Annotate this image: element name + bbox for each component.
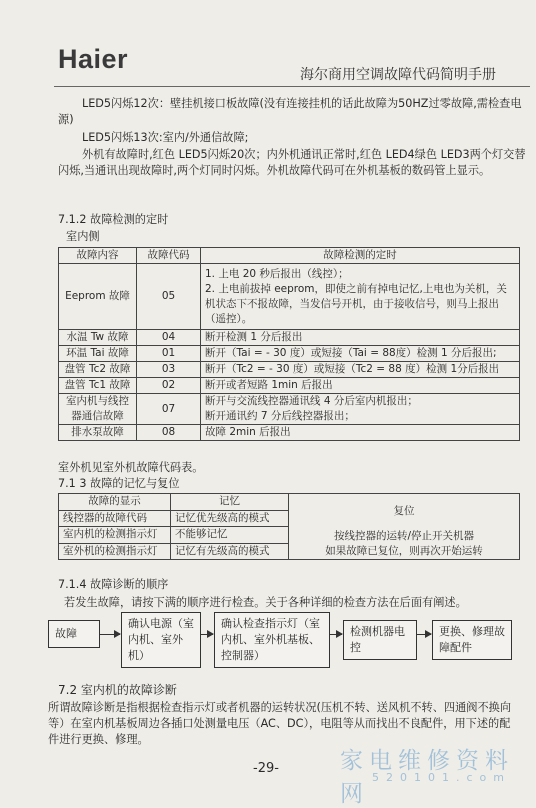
table-row — [59, 346, 520, 362]
flow-step-indicator: 确认检查指示灯（室内机、室外机基板、控制器） — [214, 612, 330, 668]
intro-paragraph-1: LED5闪烁12次：壁挂机接口板故障(没有连接挂机的话此故障为50HZ过零故障,需检查电源) — [58, 97, 522, 126]
section-712-subtitle: 室内侧 — [66, 230, 100, 243]
fault-timing — [201, 264, 520, 330]
fault-display: 线控器的故障代码 — [59, 510, 171, 527]
fault-timing: 断开或者短路 1min 后报出 — [201, 378, 520, 394]
fault-timing: 断开（Tai = - 30 度）或短接（Tai = 88度）检测 1 分后报出; — [201, 346, 520, 362]
fault-memory: 记忆有先级高的模式 — [171, 543, 289, 560]
section-72-desc: 所谓故障诊断是指根据检查指示灯或者机器的运转状况(压机不转、送风机不转、四通阀不换向等）在室内机基板周边各插口处测量电压（AC、DC），电阻等从而找出不良配件，用下述的配件进行更换、修理。 — [48, 701, 512, 746]
column-header: 故障的显示 — [59, 494, 171, 511]
table-row — [59, 394, 520, 425]
flow-step-control: 检测机器电控 — [343, 620, 417, 660]
timing-line: 断开通讯约 7 分后线控器报出； — [205, 410, 355, 422]
section-712-title: 7.1.2 故障检测的定时 — [58, 213, 169, 226]
table-row — [59, 362, 520, 378]
fault-code: 07 — [137, 394, 201, 425]
column-header: 故障代码 — [137, 248, 201, 264]
fault-timing: 断开检测 1 分后报出 — [201, 330, 520, 346]
column-header: 复位 — [393, 505, 415, 517]
fault-code: 03 — [137, 362, 201, 378]
reset-instruction: 如果故障已复位，则再次开始运转 — [325, 545, 483, 557]
timing-line: 1. 上电 20 秒后报出（线控）； — [205, 267, 349, 280]
reset-column — [289, 494, 520, 560]
table-row — [59, 330, 520, 346]
fault-memory: 记忆优先级高的模式 — [171, 510, 289, 527]
flow-step-repair: 更换、修理故障配件 — [432, 620, 512, 660]
table-row — [59, 425, 520, 441]
fault-content: 水温 Tw 故障 — [59, 330, 137, 346]
section-72-title: 7.2 室内机的故障诊断 — [58, 683, 177, 697]
column-header: 故障内容 — [59, 248, 137, 264]
column-header: 故障检测的定时 — [201, 248, 520, 264]
fault-code: 02 — [137, 378, 201, 394]
fault-content: 环温 Tai 故障 — [59, 346, 137, 362]
table-header-row — [59, 494, 520, 511]
section-714-title: 7.1.4 故障诊断的顺序 — [58, 578, 169, 591]
fault-timing: 故障 2min 后报出 — [201, 425, 520, 441]
timing-line: 断开与交流线控器通讯线 4 分后室内机报出； — [205, 395, 418, 407]
fault-code: 04 — [137, 330, 201, 346]
flow-step-fault: 故障 — [48, 620, 100, 648]
fault-code: 08 — [137, 425, 201, 441]
section-713-title: 7.1 3 故障的记忆与复位 — [58, 477, 180, 490]
fault-content: 室内机与线控器通信故障 — [59, 394, 137, 425]
fault-content: Eeprom 故障 — [59, 264, 137, 330]
fault-code: 01 — [137, 346, 201, 362]
timing-line: 2. 上电前拔掉 eeprom，即使之前有掉电记忆,上电也为关机，关机状态下不报故障，当发信号开机，由于接收信号，则马上报出（遥控）。 — [205, 282, 507, 325]
fault-content: 排水泵故障 — [59, 425, 137, 441]
header-divider — [54, 86, 530, 87]
fault-content: 盘管 Tc1 故障 — [59, 378, 137, 394]
page-number: -29- — [253, 761, 279, 776]
fault-display: 室内机的检测指示灯 — [59, 527, 171, 544]
fault-display: 室外机的检测指示灯 — [59, 543, 171, 560]
fault-timing: 断开（Tc2 = - 30 度）或短接（Tc2 = 88 度）检测 1分后报出 — [201, 362, 520, 378]
flow-step-power: 确认电源（室内机、室外机） — [121, 612, 201, 668]
table-row — [59, 264, 520, 330]
flow-arrow — [417, 634, 431, 635]
watermark-text: 家电维修资料网 — [340, 748, 514, 807]
reset-instruction: 按线控器的运转/停止开关机器 — [333, 530, 475, 542]
fault-memory: 不能够记忆 — [171, 527, 289, 544]
intro-paragraph-3: 外机有故障时,红色 LED5闪烁20次；内外机通讯正常时,红色 LED4绿色 LED3两个灯交替闪烁,当通讯出现故障时,两个灯同时闪烁。外机故障代码可在外机基板的数码管上显示。 — [58, 148, 526, 177]
column-header: 记忆 — [171, 494, 289, 511]
table-row — [59, 378, 520, 394]
fault-content: 盘管 Tc2 故障 — [59, 362, 137, 378]
memory-reset-table — [58, 493, 520, 560]
watermark-url: 520101.com — [372, 771, 511, 784]
haier-logo: Haier — [58, 44, 129, 74]
flow-arrow — [201, 634, 213, 635]
outdoor-note: 室外机见室外机故障代码表。 — [58, 461, 204, 474]
intro-paragraph-2: LED5闪烁13次:室内/外通信故障; — [82, 131, 249, 144]
fault-code: 05 — [137, 264, 201, 330]
flow-arrow — [330, 634, 342, 635]
flow-arrow — [100, 634, 120, 635]
manual-title: 海尔商用空调故障代码简明手册 — [300, 67, 496, 83]
fault-timing-table — [58, 247, 520, 441]
table-header-row — [59, 248, 520, 264]
fault-timing — [201, 394, 520, 425]
section-714-desc: 若发生故障，请按下满的顺序进行检查。关于各种详细的检查方法在后面有阐述。 — [64, 596, 467, 609]
